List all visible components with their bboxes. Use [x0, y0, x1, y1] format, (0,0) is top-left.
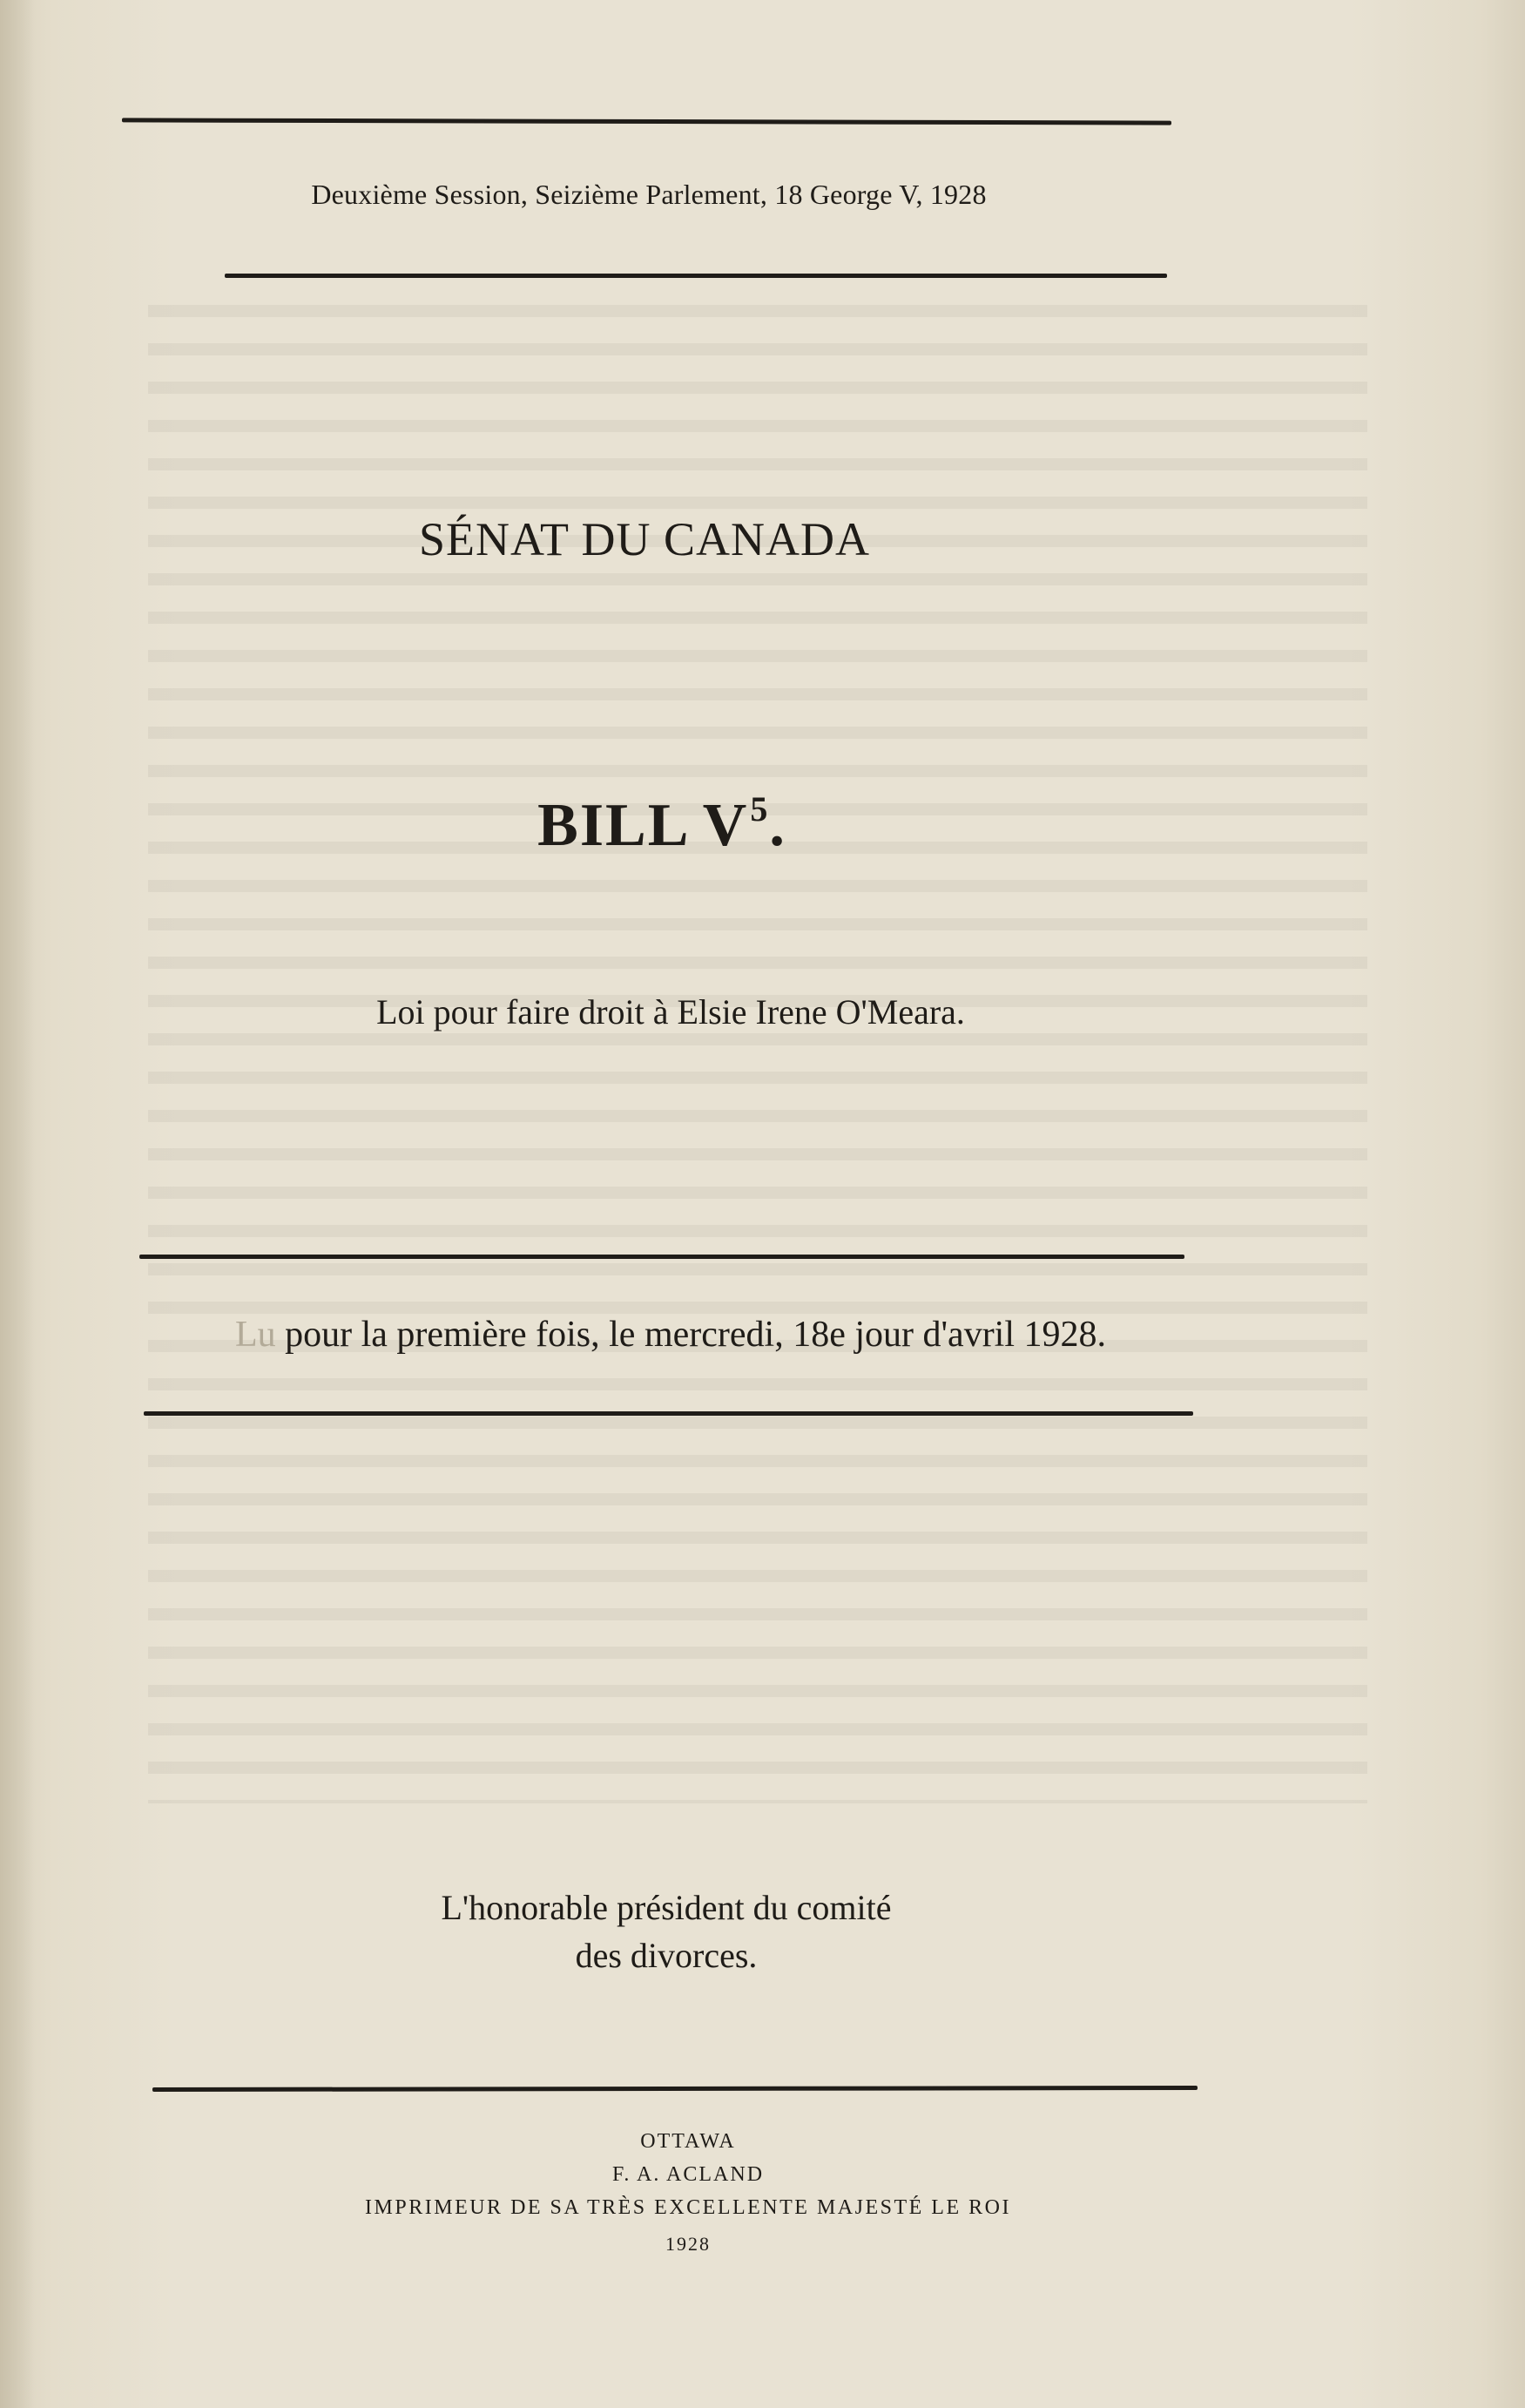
imprint-title: IMPRIMEUR DE SA TRÈS EXCELLENTE MAJESTÉ LE ROI	[365, 2196, 1011, 2219]
bill-suffix: .	[769, 792, 786, 859]
reading-text: pour la première fois, le mercredi, 18e jour d'avril 1928.	[285, 1315, 1107, 1355]
imprint-printer: F. A. ACLAND	[611, 2163, 765, 2186]
imprint-city: OTTAWA	[640, 2130, 736, 2153]
bill-label: BILL V	[537, 792, 749, 859]
senate-title: SÉNAT DU CANADA	[418, 513, 871, 565]
bill-superscript: 5	[750, 789, 770, 829]
reading-bottom-rule	[144, 1411, 1193, 1416]
first-reading-line	[135, 1314, 1206, 1356]
session-rule	[225, 274, 1167, 278]
page-left-edge-shadow	[0, 0, 35, 2408]
session-line: Deuxième Session, Seizième Parlement, 18 George V, 1928	[311, 179, 987, 210]
reading-top-rule	[139, 1255, 1184, 1259]
top-rule	[122, 118, 1171, 125]
bill-title: Loi pour faire droit à Elsie Irene O'Meara.	[376, 992, 965, 1032]
bill-number	[505, 788, 819, 861]
imprint-year: 1928	[665, 2233, 711, 2255]
bleed-through-text	[148, 279, 1367, 1803]
imprint-rule	[152, 2086, 1198, 2092]
sponsor-line-1: L'honorable président du comité	[441, 1888, 892, 1927]
sponsor-block	[331, 1884, 1002, 1979]
sponsor-line-2: des divorces.	[575, 1936, 758, 1975]
reading-prefix: Lu	[234, 1315, 286, 1355]
